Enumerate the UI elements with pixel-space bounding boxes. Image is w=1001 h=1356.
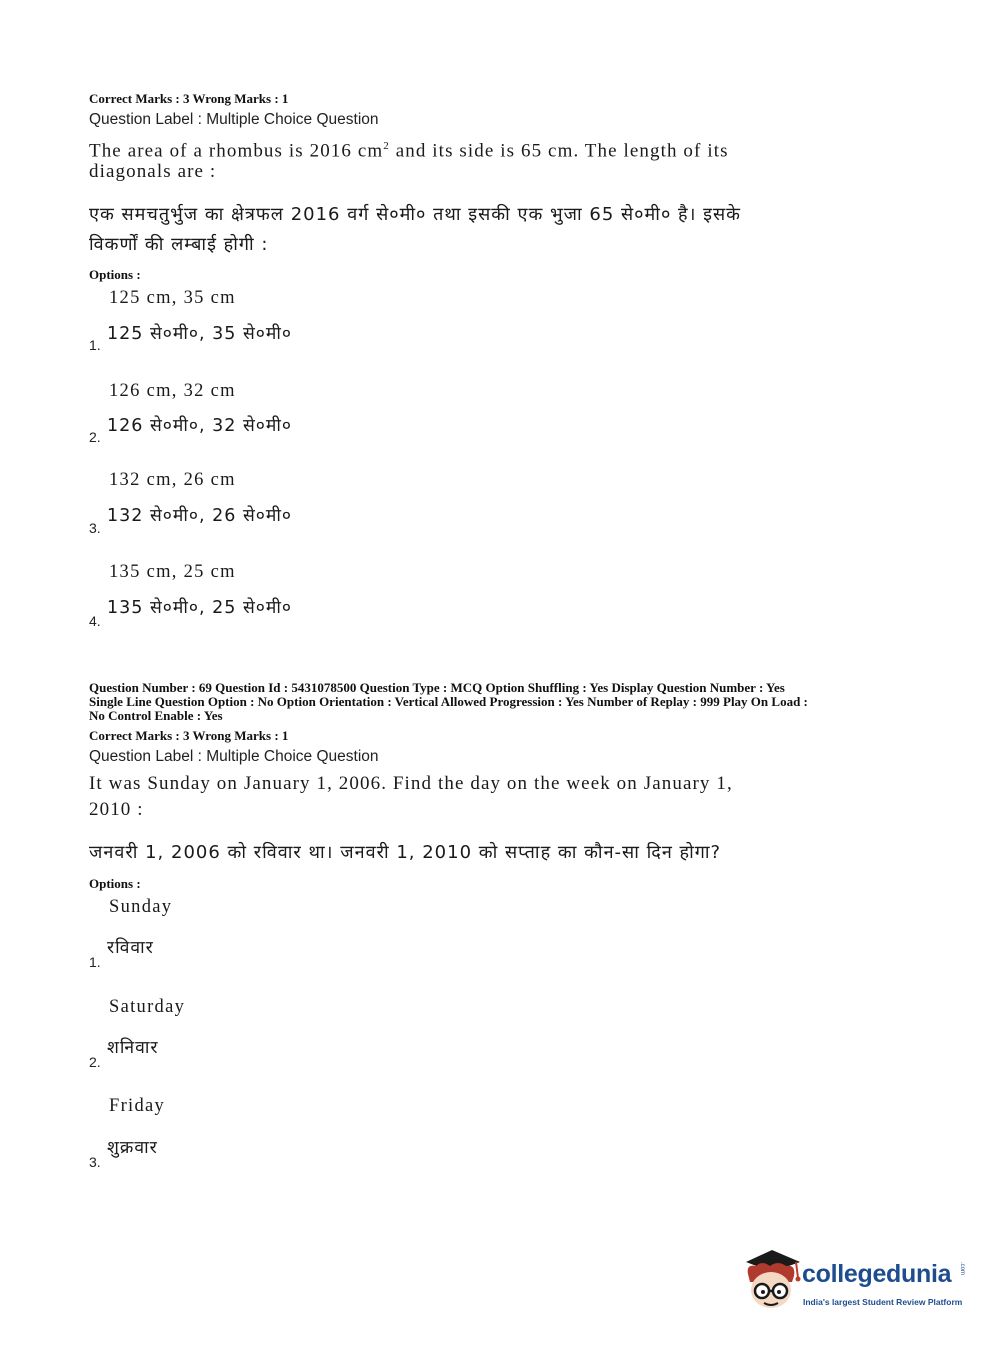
q1-question-text-en: The area of a rhombus is 2016 $cm^2$ and its side is 65 cm. The length of its: [89, 140, 729, 162]
q2-marks: Correct Marks : 3 Wrong Marks : 1: [89, 728, 289, 743]
q1-option-4-hi: 135 से०मी०, 25 से०मी०: [107, 598, 292, 618]
q1-option-1-en: 125 cm, 35 cm: [109, 288, 236, 308]
q1-question-text-hi-line2: विकर्णों की लम्बाई होगी :: [89, 234, 269, 255]
q1-question-text-en-line2: diagonals are :: [89, 161, 217, 182]
collegedunia-logo: [742, 1248, 972, 1318]
q1-option-4-en: 135 cm, 25 cm: [109, 562, 236, 582]
q1-option-4-number: 4.: [89, 613, 101, 629]
q1-options-label: Options :: [89, 267, 141, 282]
q2-question-label: Question Label : Multiple Choice Question: [89, 748, 379, 765]
q2-option-1-hi: रविवार: [107, 938, 154, 958]
mascot-icon: [742, 1248, 802, 1316]
q2-option-3-en: Friday: [109, 1096, 166, 1116]
q1-option-2-en: 126 cm, 32 cm: [109, 381, 236, 401]
q2-option-2-en: Saturday: [109, 997, 186, 1017]
brand-domain: .com: [959, 1262, 965, 1276]
brand-tagline: India's largest Student Review Platform: [803, 1297, 963, 1307]
q1-option-2-number: 2.: [89, 429, 101, 445]
q1-option-3-number: 3.: [89, 520, 101, 536]
q2-option-2-hi: शनिवार: [107, 1038, 159, 1058]
q1-marks: Correct Marks : 3 Wrong Marks : 1: [89, 91, 289, 106]
q1-option-3-hi: 132 से०मी०, 26 से०मी०: [107, 506, 292, 526]
q1-option-2-hi: 126 से०मी०, 32 से०मी०: [107, 416, 292, 436]
q2-question-text-en-line2: 2010 :: [89, 799, 144, 820]
q1-question-text-hi: एक समचतुर्भुज का क्षेत्रफल 2016 वर्ग से०मी० तथा इसकी एक भुजा 65 से०मी० है। इसके: [89, 204, 741, 225]
q1-option-1-number: 1.: [89, 337, 101, 353]
q1-question-label: Question Label : Multiple Choice Question: [89, 111, 379, 128]
q2-options-label: Options :: [89, 876, 141, 891]
q2-option-1-number: 1.: [89, 954, 101, 970]
q1-option-1-hi: 125 से०मी०, 35 से०मी०: [107, 324, 292, 344]
q1-option-3-en: 132 cm, 26 cm: [109, 470, 236, 490]
q2-option-2-number: 2.: [89, 1054, 101, 1070]
q2-meta-line1: Question Number : 69 Question Id : 5431078500 Question Type : MCQ Option Shuffling : Yes Display Question Number : Yes: [89, 680, 785, 695]
q2-question-text-hi: जनवरी 1, 2006 को रविवार था। जनवरी 1, 2010 को सप्ताह का कौन-सा दिन होगा?: [89, 842, 722, 863]
brand-name: collegedunia: [802, 1260, 952, 1288]
q2-option-3-hi: शुक्रवार: [107, 1138, 158, 1158]
q2-meta-line2: Single Line Question Option : No Option Orientation : Vertical Allowed Progression : Yes Number of Replay : 999 Play On Load :: [89, 694, 808, 709]
q2-option-1-en: Sunday: [109, 897, 173, 917]
q2-question-text-en: It was Sunday on January 1, 2006. Find the day on the week on January 1,: [89, 773, 733, 794]
q2-meta-line3: No Control Enable : Yes: [89, 708, 223, 723]
q2-option-3-number: 3.: [89, 1154, 101, 1170]
